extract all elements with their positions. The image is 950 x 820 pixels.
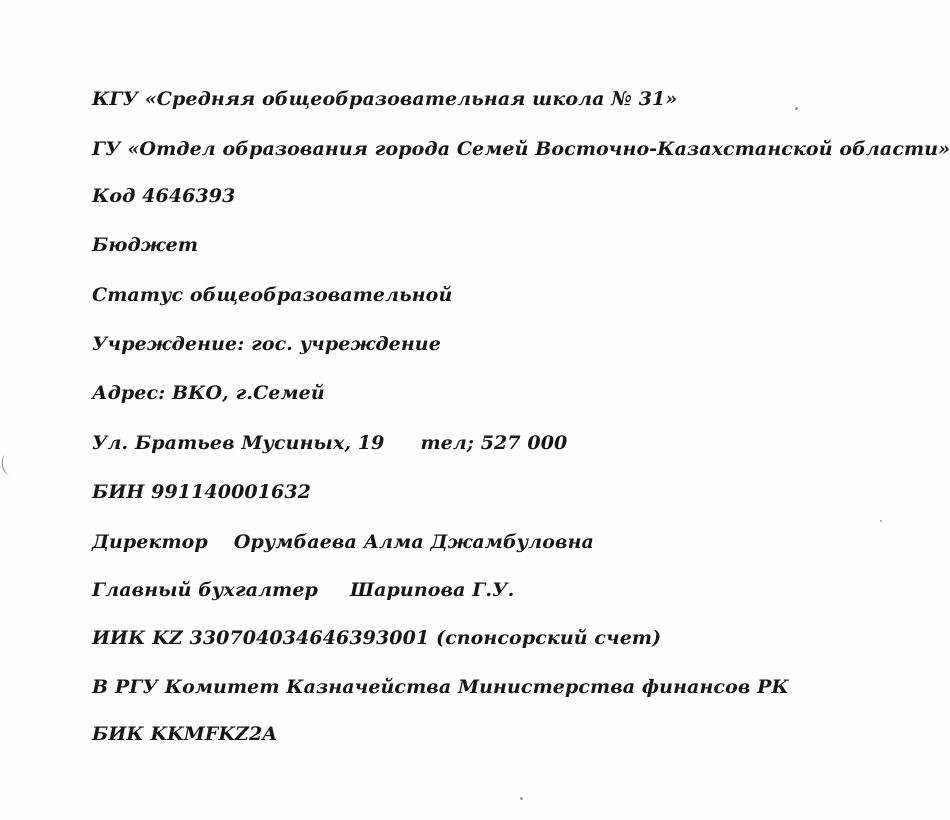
bank-line	[92, 676, 789, 698]
bin-line	[92, 481, 311, 503]
scan-speck	[795, 107, 798, 110]
scan-edge-mark	[0, 454, 15, 476]
director-name: Орумбаева Алма Джамбуловна	[233, 531, 594, 553]
code-line	[92, 185, 235, 207]
director-label: Директор	[92, 531, 208, 553]
accountant-line	[92, 579, 514, 601]
street-phone-line	[92, 432, 567, 454]
street-address: Ул. Братьев Мусиных, 19	[92, 432, 385, 454]
scan-speck	[520, 797, 523, 800]
accountant-label: Главный бухгалтер	[92, 579, 318, 601]
institution-type: Учреждение: гос. учреждение	[92, 333, 441, 355]
address-line	[92, 382, 325, 404]
iik-account: ИИК KZ 330704034646393001 (спонсорский счет)	[92, 627, 662, 649]
bank-name: В РГУ Комитет Казначейства Министерства финансов РК	[92, 676, 789, 698]
phone-number: тел; 527 000	[420, 432, 568, 454]
status-line	[92, 284, 452, 306]
bin-number: БИН 991140001632	[92, 481, 311, 503]
status-text: Статус общеобразовательной	[92, 284, 453, 306]
institution-type-line	[92, 333, 441, 355]
scan-speck	[880, 520, 882, 522]
school-name: КГУ «Средняя общеобразовательная школа № 31»	[92, 88, 678, 110]
department-line	[92, 138, 950, 160]
address-text: Адрес: ВКО, г.Семей	[92, 382, 325, 404]
iik-line	[92, 627, 661, 649]
director-line	[92, 531, 594, 553]
school-name-line	[92, 88, 677, 110]
department-name: ГУ «Отдел образования города Семей Восточно-Казахстанской области»	[92, 138, 950, 160]
accountant-name: Шарипова Г.У.	[349, 579, 515, 601]
budget-line	[92, 234, 198, 256]
budget-text: Бюджет	[92, 234, 199, 256]
bik-line	[92, 723, 277, 745]
bik-code: БИК KKMFKZ2A	[92, 723, 278, 745]
institution-code: Код 4646393	[92, 185, 236, 207]
